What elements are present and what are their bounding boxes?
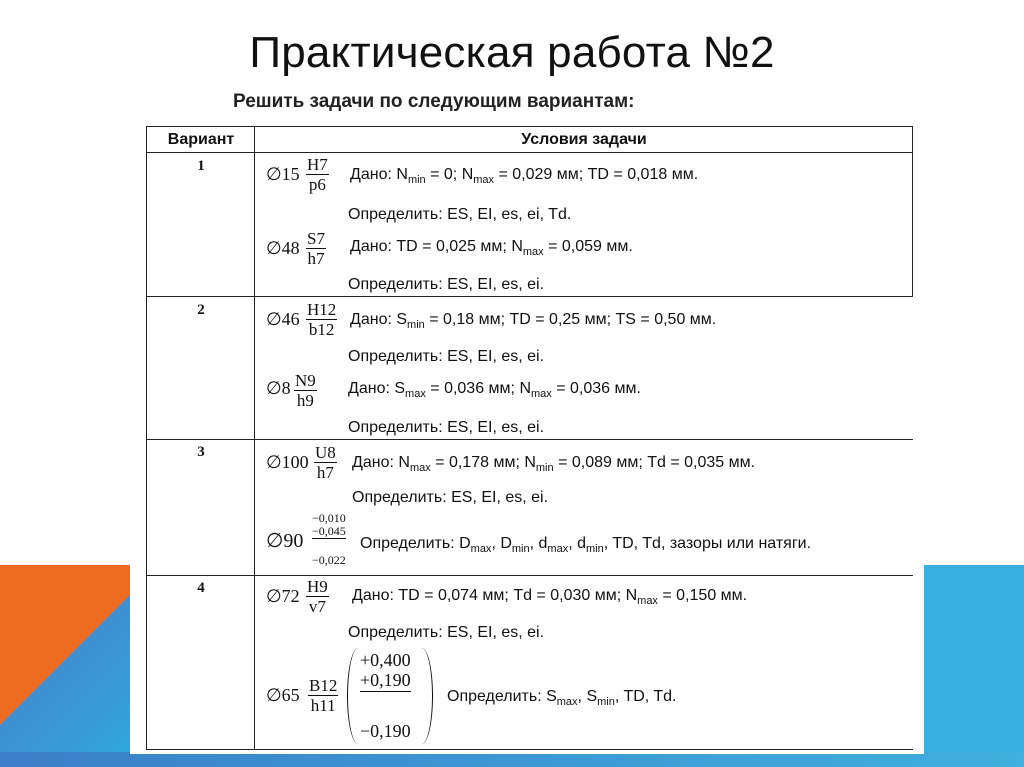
given-line: Дано: TD = 0,074 мм; Td = 0,030 мм; $N_{max} = 0,150$ мм. bbox=[352, 587, 748, 608]
fit-fraction: $\frac{U8}{h7}$ bbox=[315, 443, 336, 482]
determine-line: Определить: ES, EI, es, ei. bbox=[352, 489, 549, 506]
row-divider-2 bbox=[146, 439, 913, 440]
fit-diameter: ∅48 bbox=[266, 238, 300, 258]
fit-diameter: ∅46 bbox=[266, 309, 300, 329]
hole-deviation-lower: −0,045 bbox=[312, 524, 346, 538]
variant-number-2: 2 bbox=[197, 302, 205, 318]
determine-line: Определить: ES, EI, es, ei. bbox=[348, 419, 545, 436]
fit-diameter: ∅15 bbox=[266, 164, 300, 184]
variant-number-1: 1 bbox=[197, 158, 205, 174]
given-line: Дано: $N_{max} = 0,178$ мм; $N_{min} = 0,089$ мм; Td = 0,035 мм. bbox=[352, 454, 756, 475]
variant-number-4: 4 bbox=[197, 580, 205, 596]
fit-diameter: ∅65 bbox=[266, 685, 300, 705]
fit-diameter: ∅90 bbox=[266, 530, 304, 552]
determine-line: Определить: ES, EI, es, ei. bbox=[348, 276, 545, 293]
table-bottom-border bbox=[146, 749, 913, 750]
bracket-value-upper: +0,400 bbox=[360, 650, 411, 670]
fit-fraction: $\frac{B12}{h11}$ bbox=[309, 676, 338, 715]
table-header-border bbox=[146, 152, 913, 153]
header-conditions: Условия задачи bbox=[521, 131, 647, 148]
bracket-value-lower: −0,190 bbox=[360, 721, 411, 741]
given-line: Дано: $N_{min} = 0$; $N_{max} = 0,029$ мм; TD = 0,018 мм. bbox=[350, 166, 699, 187]
determine-line: Определить: $D_{max}$, $D_{min}$, $d_{max}$, $d_{min}$, TD, Td, зазоры или натяги. bbox=[360, 535, 812, 556]
determine-line: Определить: ES, EI, es, ei. bbox=[348, 624, 545, 641]
fit-fraction: $\frac{S7}{h7}$ bbox=[307, 229, 325, 268]
row-divider-1 bbox=[146, 296, 913, 297]
slide-title: Практическая работа №2 bbox=[249, 28, 775, 77]
fit-diameter: ∅100 bbox=[266, 452, 309, 472]
fit-fraction: $\frac{H12}{b12}$ bbox=[307, 300, 337, 339]
fit-fraction: $\frac{H9}{v7}$ bbox=[307, 577, 328, 616]
decor-bottom-bar bbox=[0, 752, 1024, 767]
hole-deviation-upper: −0,010 bbox=[312, 511, 346, 525]
decor-blue-wedge bbox=[0, 565, 130, 767]
table-top-border bbox=[146, 126, 913, 127]
table-left-border bbox=[146, 126, 147, 750]
task-document bbox=[130, 86, 924, 754]
fit-fraction: $\frac{N9}{h9}$ bbox=[295, 371, 316, 410]
given-line: Дано: TD = 0,025 мм; $N_{max} = 0,059$ мм. bbox=[350, 238, 633, 259]
fit-diameter: ∅8 bbox=[266, 378, 291, 398]
fit-fraction: $\frac{H7}{p6}$ bbox=[307, 155, 328, 194]
column-divider bbox=[254, 126, 255, 750]
table-right-border bbox=[912, 126, 913, 296]
header-variant: Вариант bbox=[167, 131, 235, 148]
decor-right-blue-block bbox=[924, 565, 1024, 767]
instruction-text: Решить задачи по следующим вариантам: bbox=[233, 91, 635, 112]
variant-number-3: 3 bbox=[197, 444, 205, 460]
shaft-deviation-lower: −0,022 bbox=[312, 553, 346, 567]
bracket-value-middle: +0,190 bbox=[360, 670, 411, 690]
given-line: Дано: $S_{min} = 0,18$ мм; TD = 0,25 мм; TS = 0,50 мм. bbox=[350, 311, 717, 332]
determine-line: Определить: ES, EI, es, ei. bbox=[348, 348, 545, 365]
fit-diameter: ∅72 bbox=[266, 586, 300, 606]
row-divider-3 bbox=[146, 575, 913, 576]
given-line: Дано: $S_{max} = 0,036$ мм; $N_{max} = 0,036$ мм. bbox=[348, 380, 641, 401]
determine-line: Определить: ES, EI, es, ei, Td. bbox=[348, 206, 572, 223]
determine-line: Определить: $S_{max}$, $S_{min}$, TD, Td. bbox=[447, 688, 677, 709]
